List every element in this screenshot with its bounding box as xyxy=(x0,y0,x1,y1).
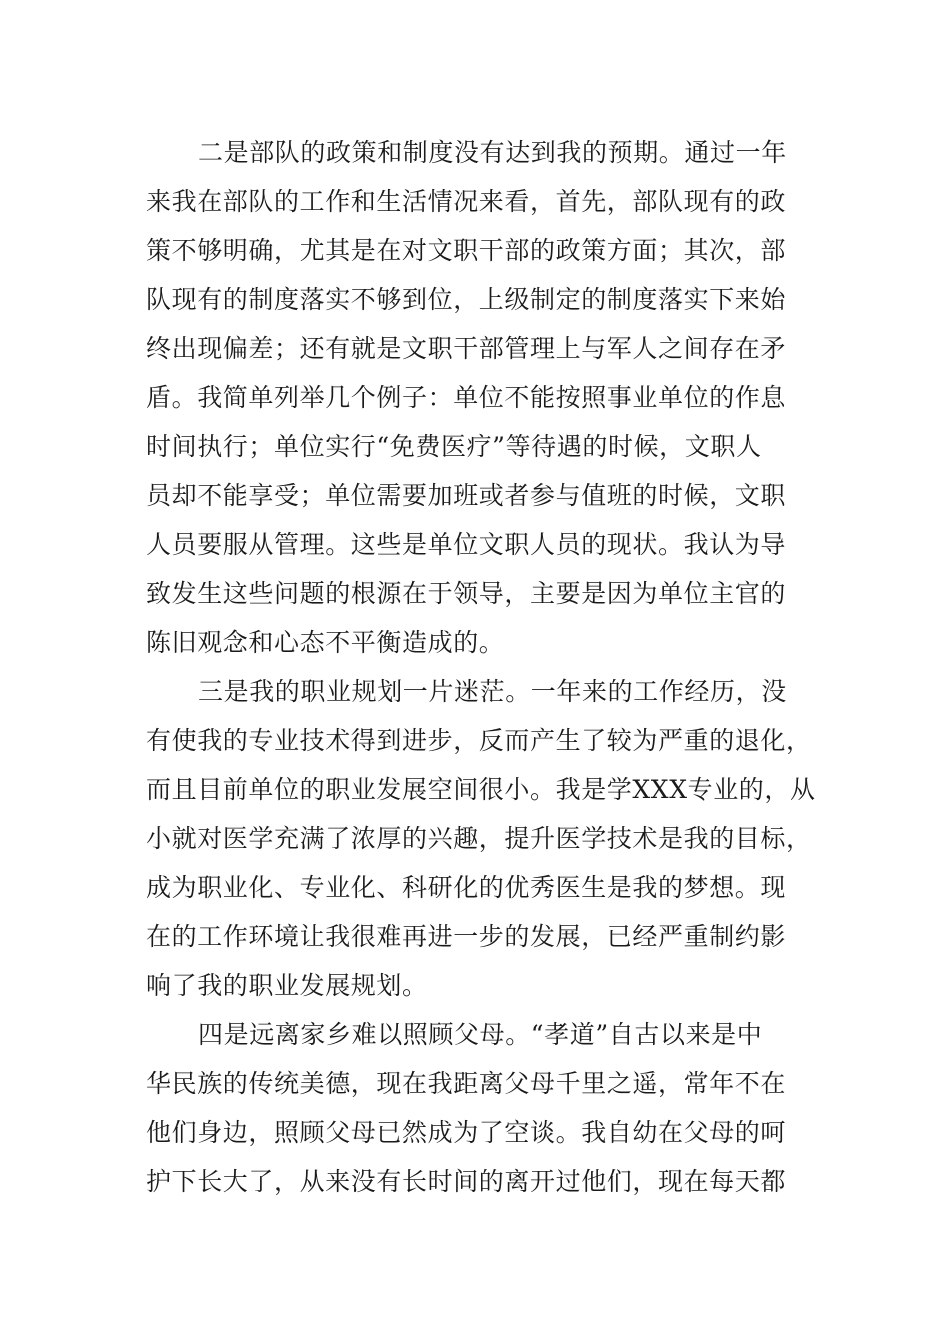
text-line: 时间执行；单位实行“免费医疗”等待遇的时候，文职人 xyxy=(146,432,762,461)
text-line: 致发生这些问题的根源在于领导，主要是因为单位主官的 xyxy=(146,579,787,608)
text-line: 策不够明确，尤其是在对文职干部的政策方面；其次，部 xyxy=(146,236,787,265)
text-line: 来我在部队的工作和生活情况来看，首先，部队现有的政 xyxy=(146,187,787,216)
text-line: 而且目前单位的职业发展空间很小。我是学XXX专业的，从 xyxy=(146,775,816,804)
paragraph-family xyxy=(146,1010,806,1206)
text-line: 响了我的职业发展规划。 xyxy=(146,971,428,1000)
text-line: 四是远离家乡难以照顾父母。“孝道”自古以来是中 xyxy=(198,1020,763,1049)
text-line: 有使我的专业技术得到进步，反而产生了较为严重的退化， xyxy=(146,726,812,755)
document-page xyxy=(146,128,816,1206)
text-line: 他们身边，照顾父母已然成为了空谈。我自幼在父母的呵 xyxy=(146,1118,787,1147)
text-line: 在的工作环境让我很难再进一步的发展，已经严重制约影 xyxy=(146,922,787,951)
text-line: 三是我的职业规划一片迷茫。一年来的工作经历，没 xyxy=(198,677,787,706)
paragraph-career xyxy=(146,667,816,1010)
text-line: 人员要服从管理。这些是单位文职人员的现状。我认为导 xyxy=(146,530,787,559)
paragraph-policy xyxy=(146,128,806,667)
text-line: 护下长大了，从来没有长时间的离开过他们，现在每天都 xyxy=(146,1167,787,1196)
text-line: 陈旧观念和心态不平衡造成的。 xyxy=(146,628,505,657)
text-line: 员却不能享受；单位需要加班或者参与值班的时候，文职 xyxy=(146,481,787,510)
text-line: 成为职业化、专业化、科研化的优秀医生是我的梦想。现 xyxy=(146,873,787,902)
text-line: 终出现偏差；还有就是文职干部管理上与军人之间存在矛 xyxy=(146,334,787,363)
text-line: 华民族的传统美德，现在我距离父母千里之遥，常年不在 xyxy=(146,1069,787,1098)
text-line: 二是部队的政策和制度没有达到我的预期。通过一年 xyxy=(198,138,787,167)
text-line: 小就对医学充满了浓厚的兴趣，提升医学技术是我的目标， xyxy=(146,824,812,853)
text-line: 盾。我简单列举几个例子：单位不能按照事业单位的作息 xyxy=(146,383,787,412)
text-line: 队现有的制度落实不够到位，上级制定的制度落实下来始 xyxy=(146,285,787,314)
